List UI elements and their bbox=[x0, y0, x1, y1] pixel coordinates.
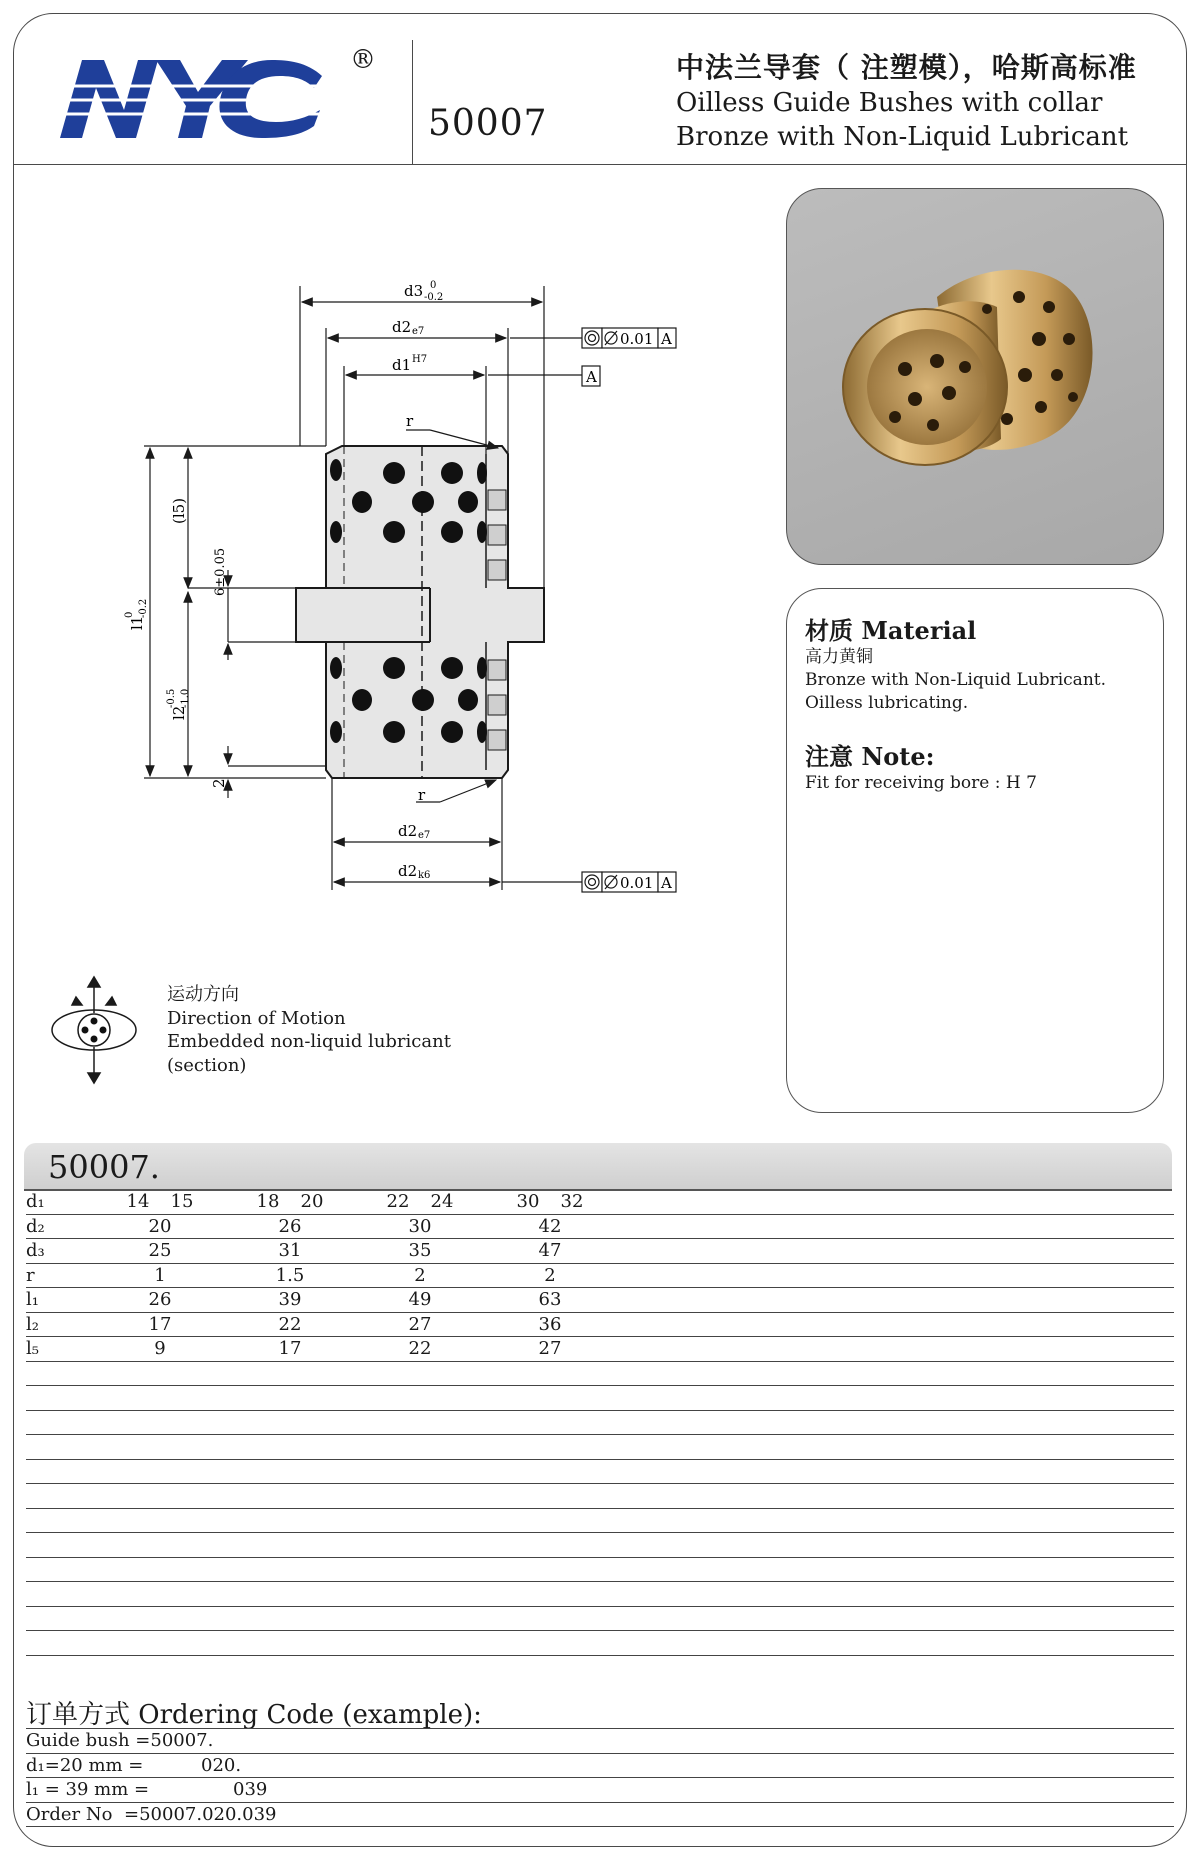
dim-d2-top-tol: e7 bbox=[412, 326, 425, 337]
table-cell: 22 bbox=[278, 1313, 302, 1335]
registered-mark: ® bbox=[350, 45, 376, 75]
empty-table-row bbox=[26, 1362, 1174, 1387]
dim-d2-bottom-tol: e7 bbox=[418, 830, 431, 841]
table-cell: 25 bbox=[148, 1240, 172, 1261]
empty-table-row bbox=[26, 1435, 1174, 1460]
table-cell: 31 bbox=[278, 1240, 302, 1261]
table-cell: 17 bbox=[148, 1313, 172, 1335]
dim-l1: l1 bbox=[128, 615, 146, 630]
title-english-line2: Bronze with Non-Liquid Lubricant bbox=[676, 122, 1129, 152]
row-label: d₃ bbox=[26, 1240, 45, 1261]
note-heading: 注意 Note: bbox=[805, 742, 935, 771]
material-heading: 材质 Material bbox=[805, 616, 977, 645]
dim-d3-tol-up: 0 bbox=[430, 280, 437, 291]
header-title bbox=[676, 46, 1137, 154]
dim-r-bottom: r bbox=[418, 786, 426, 804]
dim-d1: d1 bbox=[392, 356, 412, 374]
table-cell: 42 bbox=[538, 1215, 562, 1237]
row-label: l₅ bbox=[26, 1338, 39, 1359]
dim-d1-tol: H7 bbox=[412, 354, 428, 365]
empty-table-row bbox=[26, 1582, 1174, 1607]
dim-d3-tol-low: -0.2 bbox=[424, 292, 444, 303]
motion-line1: Direction of Motion bbox=[167, 1007, 346, 1029]
table-cell: 30 bbox=[408, 1215, 432, 1237]
tolerance-bottom-value: 0.01 bbox=[620, 874, 654, 892]
dim-l1-tol-low: -0.2 bbox=[138, 598, 149, 618]
table-cell: 39 bbox=[278, 1289, 302, 1310]
table-row bbox=[26, 1264, 1174, 1289]
dim-l2-tol-low: -1.0 bbox=[180, 688, 191, 708]
ordering-row bbox=[26, 1803, 1174, 1828]
datum-bottom: A bbox=[661, 874, 672, 892]
table-cell: 2 bbox=[414, 1264, 426, 1286]
ordering-heading-cn: 订单方式 bbox=[26, 1700, 131, 1730]
table-cell: 26 bbox=[148, 1289, 172, 1310]
table-cell: 49 bbox=[408, 1289, 432, 1310]
dim-d3: d3 bbox=[404, 282, 424, 300]
motion-cn: 运动方向 bbox=[167, 984, 239, 1005]
dim-six: 6±0.05 bbox=[213, 547, 228, 596]
nyc-logo bbox=[52, 38, 392, 153]
empty-table-row bbox=[26, 1558, 1174, 1583]
header-vertical-divider bbox=[412, 40, 413, 164]
empty-table-row bbox=[26, 1509, 1174, 1534]
product-photo-box bbox=[786, 188, 1164, 565]
ordering-heading bbox=[26, 1694, 482, 1731]
ordering-row3-label: l₁ = 39 mm = bbox=[26, 1779, 150, 1800]
table-cell: 9 bbox=[154, 1338, 166, 1359]
title-english-line1: Oilless Guide Bushes with collar bbox=[676, 88, 1103, 118]
material-cn: 高力黄铜 bbox=[805, 647, 873, 667]
empty-table-row bbox=[26, 1460, 1174, 1485]
ordering-row bbox=[26, 1778, 1174, 1803]
table-cell: 1.5 bbox=[275, 1264, 305, 1286]
dim-l2: l2 bbox=[170, 705, 188, 720]
table-cell: 30 bbox=[516, 1191, 540, 1212]
datum-top: A bbox=[661, 330, 672, 348]
ordering-row4-label: Order No bbox=[26, 1803, 113, 1825]
ordering-row2-value: 020. bbox=[201, 1754, 242, 1776]
ordering-row4-value: =50007.020.039 bbox=[124, 1803, 277, 1825]
table-cell: 47 bbox=[538, 1240, 562, 1261]
ordering-row bbox=[26, 1754, 1174, 1779]
table-cell: 35 bbox=[408, 1240, 432, 1261]
dim-d2-top: d2 bbox=[392, 318, 412, 336]
table-cell: 17 bbox=[278, 1338, 302, 1359]
ordering-table bbox=[26, 1729, 1174, 1827]
product-code: 50007 bbox=[428, 103, 548, 144]
dim-l5: (l5) bbox=[170, 497, 188, 524]
dim-d2-k6-tol: k6 bbox=[418, 870, 431, 881]
table-cell: 27 bbox=[538, 1338, 562, 1359]
table-row bbox=[26, 1288, 1174, 1313]
table-row bbox=[26, 1337, 1174, 1362]
table-cell: 18 bbox=[256, 1191, 280, 1212]
material-line1: Bronze with Non-Liquid Lubricant. bbox=[805, 670, 1107, 690]
technical-drawing bbox=[124, 270, 730, 900]
dim-l2-tol-up: -0.5 bbox=[166, 688, 177, 708]
table-row bbox=[26, 1239, 1174, 1264]
row-label: l₁ bbox=[26, 1289, 39, 1310]
table-cell: 36 bbox=[538, 1313, 562, 1335]
dim-d2-bottom: d2 bbox=[398, 822, 418, 840]
datum-A: A bbox=[586, 368, 597, 386]
header-divider bbox=[13, 164, 1187, 165]
ordering-row2-label: d₁=20 mm = bbox=[26, 1754, 144, 1776]
ordering-heading-en: Ordering Code (example): bbox=[138, 1700, 482, 1730]
motion-line2: Embedded non-liquid lubricant bbox=[167, 1031, 451, 1052]
table-title: 50007. bbox=[48, 1148, 160, 1186]
row-label: l₂ bbox=[26, 1313, 39, 1335]
dim-d2-k6: d2 bbox=[398, 862, 418, 880]
dim-l1-tol-up: 0 bbox=[124, 611, 135, 618]
motion-description bbox=[167, 983, 451, 1077]
note-text: Fit for receiving bore : H 7 bbox=[805, 773, 1037, 793]
table-cell: 20 bbox=[148, 1215, 172, 1237]
dim-r-top: r bbox=[406, 412, 414, 430]
dimension-table bbox=[26, 1190, 1174, 1656]
material-line2: Oilless lubricating. bbox=[805, 693, 969, 713]
row-label: d₂ bbox=[26, 1215, 45, 1237]
product-photo bbox=[787, 189, 1163, 564]
empty-table-row bbox=[26, 1411, 1174, 1436]
table-title-band bbox=[24, 1143, 1172, 1191]
table-row bbox=[26, 1190, 1174, 1215]
dim-two: 2 bbox=[210, 778, 228, 788]
row-label: d₁ bbox=[26, 1191, 45, 1212]
empty-table-row bbox=[26, 1631, 1174, 1656]
table-cell: 14 bbox=[126, 1191, 150, 1212]
table-cell: 2 bbox=[544, 1264, 556, 1286]
table-cell: 20 bbox=[300, 1191, 324, 1212]
table-cell: 26 bbox=[278, 1215, 302, 1237]
table-row bbox=[26, 1215, 1174, 1240]
table-cell: 32 bbox=[560, 1191, 584, 1212]
material-panel bbox=[786, 588, 1164, 1113]
table-cell: 27 bbox=[408, 1313, 432, 1335]
motion-line3: (section) bbox=[167, 1054, 247, 1076]
table-cell: 22 bbox=[408, 1338, 432, 1359]
empty-table-row bbox=[26, 1607, 1174, 1632]
empty-table-row bbox=[26, 1484, 1174, 1509]
direction-of-motion-icon bbox=[48, 975, 148, 1085]
empty-table-row bbox=[26, 1386, 1174, 1411]
table-cell: 1 bbox=[154, 1264, 166, 1286]
table-cell: 22 bbox=[386, 1191, 410, 1212]
tolerance-top-value: 0.01 bbox=[620, 330, 654, 348]
ordering-row bbox=[26, 1729, 1174, 1754]
table-cell: 63 bbox=[538, 1289, 562, 1310]
table-cell: 15 bbox=[170, 1191, 194, 1212]
title-chinese: 中法兰导套（ 注塑模），哈斯高标准 bbox=[676, 51, 1137, 84]
table-cell: 24 bbox=[430, 1191, 454, 1212]
table-row bbox=[26, 1313, 1174, 1338]
ordering-row1-label: Guide bush =50007. bbox=[26, 1730, 214, 1751]
row-label: r bbox=[26, 1264, 35, 1286]
empty-table-row bbox=[26, 1533, 1174, 1558]
ordering-row3-value: 039 bbox=[233, 1779, 268, 1800]
